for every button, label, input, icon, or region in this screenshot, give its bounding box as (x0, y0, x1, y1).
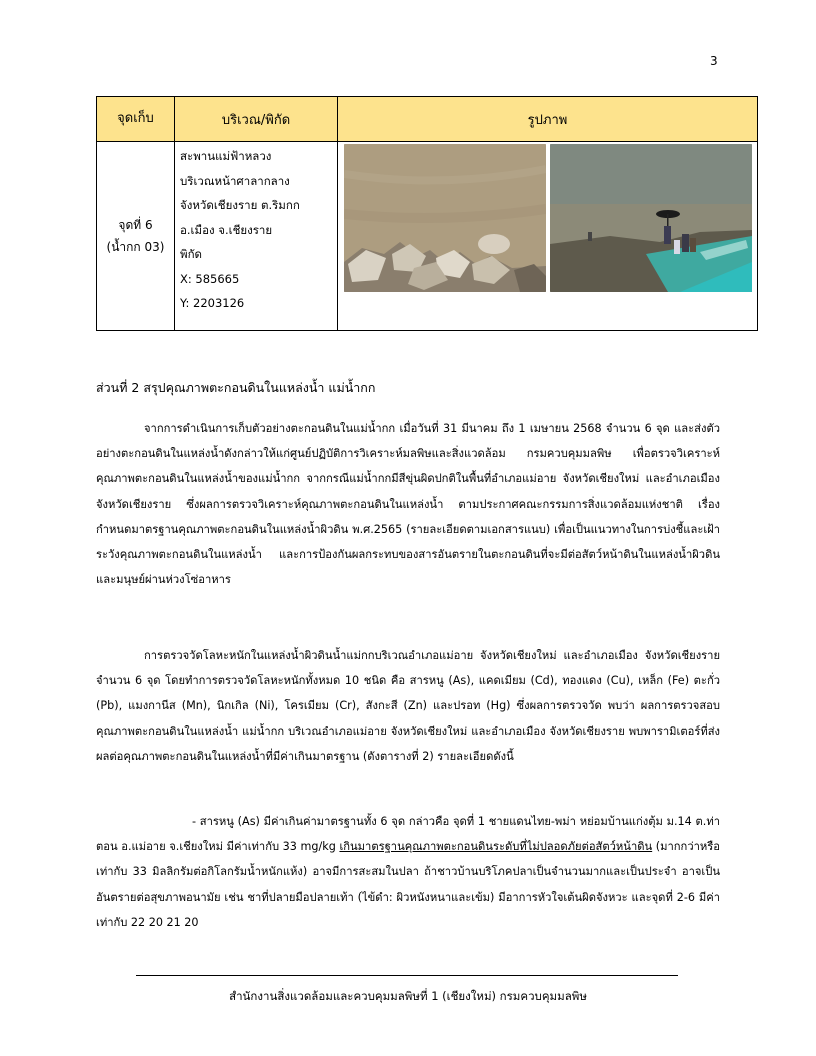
location-line: สะพานแม่ฟ้าหลวง (180, 149, 272, 163)
paragraph-2 (96, 643, 720, 769)
point-code: (น้ำกก 03) (106, 240, 165, 254)
location-line: อ.เมือง จ.เชียงราย (180, 222, 273, 237)
footer-divider (136, 975, 678, 976)
coord-y: Y: 2203126 (180, 296, 245, 310)
riverbank-people-photo (550, 144, 752, 292)
page-footer: สำนักงานสิ่งแวดล้อมและควบคุมมลพิษที่ 1 (เชียงใหม่) กรมควบคุมมลพิษ (229, 989, 587, 1003)
paragraph-1 (96, 416, 720, 592)
location-cell (175, 142, 338, 331)
arsenic-text-2: (มากกว่าหรือเท่ากับ 33 มิลลิกรัมต่อกิโลกรัมน้ำหนักแห้ง) อาจมีการสะสมในปลา ถ้าชาวบ้านบริโภคปลาเป็นจำนวนมากและเป็นประจำ อาจเป็นอันตรายต่อสุขภาพอนามัย เช่น ชาที่ปลายมือปลายเท้า (ไข้ดำ: ผิวหนังหนาและเข้ม) มีอาการหัวใจเต้นผิดจังหวะ และจุดที่ 2-6 มีค่าเท่ากับ 22 20 21 20 (96, 840, 720, 929)
header-location: บริเวณ/พิกัด (175, 97, 338, 142)
point-cell (97, 142, 175, 331)
river-rocks-photo (344, 144, 546, 292)
paragraph-1-text: จากการดำเนินการเก็บตัวอย่างตะกอนดินในแม่น้ำกก เมื่อวันที่ 31 มีนาคม ถึง 1 เมษายน 2568 จำนวน 6 จุด และส่งตัวอย่างตะกอนดินในแหล่งน้ำดังกล่าวให้แก่ศูนย์ปฏิบัติการวิเคราะห์มลพิษและสิ่งแวดล้อม กรมควบคุมมลพิษ เพื่อตรวจวิเคราะห์คุณภาพตะกอนดินในแหล่งน้ำของแม่น้ำกก จากกรณีแม่น้ำกกมีสีขุ่นผิดปกติในพื้นที่อำเภอแม่อาย จังหวัดเชียงใหม่ และอำเภอเมือง จังหวัดเชียงราย ซึ่งผลการตรวจวิเคราะห์คุณภาพตะกอนดินในแหล่งน้ำ ตามประกาศคณะกรรมการสิ่งแวดล้อมแห่งชาติ เรื่อง กำหนดมาตรฐานคุณภาพตะกอนดินในแหล่งน้ำผิวดิน พ.ศ.2565 (รายละเอียดตามเอกสารแนบ) เพื่อเป็นแนวทางในการบ่งชี้และเฝ้าระวังคุณภาพตะกอนดินในแหล่งน้ำ และการป้องกันผลกระทบของสารอันตรายในตะกอนดินที่จะมีต่อสัตว์หน้าดินในแหล่งน้ำผิวดินและมนุษย์ผ่านห่วงโซ่อาหาร (96, 422, 720, 587)
location-line: จังหวัดเชียงราย ต.ริมกก (180, 198, 300, 212)
table-header-row (97, 97, 758, 142)
section-title: ส่วนที่ 2 สรุปคุณภาพตะกอนดินในแหล่งน้ำ แม่น้ำกก (96, 380, 376, 395)
arsenic-text-1: - สารหนู (As) มีค่าเกินค่ามาตรฐานทั้ง 6 จุด กล่าวคือ จุดที่ 1 ชายแดนไทย-พม่า หย่อมบ้านแก่งตุ้ม ม.14 ต.ท่าตอน อ.แม่อาย จ.เชียงใหม่ มีค่าเท่ากับ 33 mg/kg (96, 815, 720, 854)
paragraph-3 (96, 809, 720, 935)
page-number: 3 (710, 54, 718, 68)
location-line: บริเวณหน้าศาลากลาง (180, 173, 290, 188)
header-point: จุดเก็บ (97, 97, 175, 142)
photo-cell (338, 142, 758, 331)
coord-x: X: 585665 (180, 271, 240, 286)
location-line: พิกัด (180, 247, 203, 261)
sampling-site-table (96, 96, 758, 331)
arsenic-underlined-text: เกินมาตรฐานคุณภาพตะกอนดินระดับที่ไม่ปลอดภัยต่อสัตว์หน้าดิน (339, 840, 653, 854)
header-photo: รูปภาพ (338, 97, 758, 142)
point-label: จุดที่ 6 (118, 218, 153, 232)
table-row (97, 142, 758, 331)
paragraph-2-text: การตรวจวัดโลหะหนักในแหล่งน้ำผิวดินน้ำแม่กกบริเวณอำเภอแม่อาย จังหวัดเชียงใหม่ และอำเภอเมือง จังหวัดเชียงราย จำนวน 6 จุด โดยทำการตรวจวัดโลหะหนักทั้งหมด 10 ชนิด คือ สารหนู (As), แคดเมียม (Cd), ทองแดง (Cu), เหล็ก (Fe) ตะกั่ว (Pb), แมงกานีส (Mn), นิกเกิล (Ni), โครเมียม (Cr), สังกะสี (Zn) และปรอท (Hg) ซึ่งผลการตรวจวัด พบว่า ผลการตรวจสอบคุณภาพตะกอนดินในแหล่งน้ำ แม่น้ำกก บริเวณอำเภอแม่อาย จังหวัดเชียงใหม่ และอำเภอเมือง จังหวัดเชียงราย พบพารามิเตอร์ที่ส่งผลต่อคุณภาพตะกอนดินในแหล่งน้ำที่มีค่าเกินมาตรฐาน (ดังตารางที่ 2) รายละเอียดดังนี้ (96, 649, 720, 763)
